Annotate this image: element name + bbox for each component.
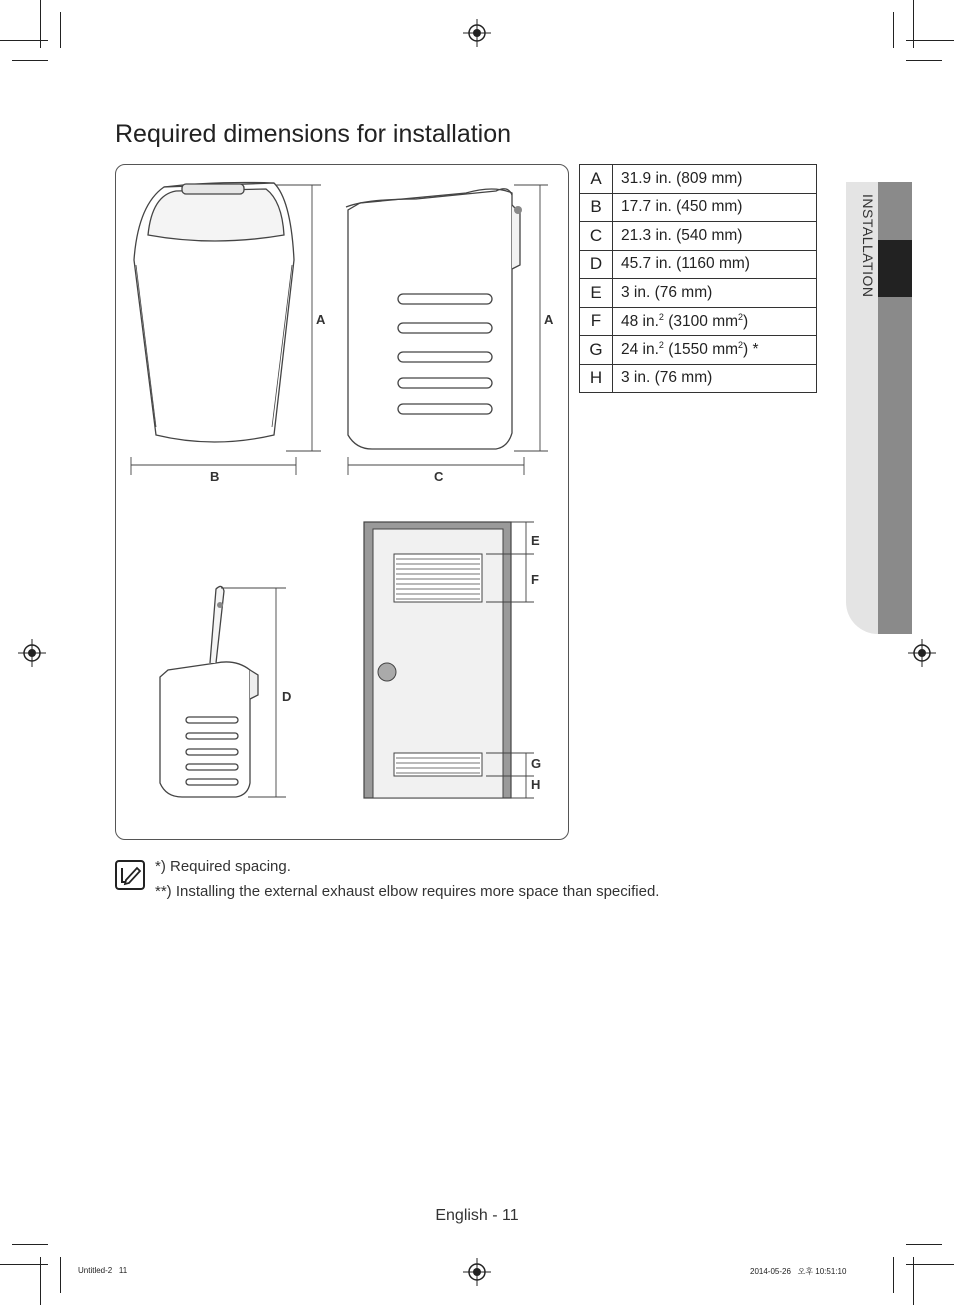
- registration-mark-icon: [908, 639, 936, 667]
- label-a-left: A: [316, 312, 326, 327]
- label-e: E: [531, 533, 540, 548]
- section-tab-label: INSTALLATION: [860, 194, 876, 298]
- section-tab-indicator: [878, 240, 912, 297]
- table-row: [580, 364, 817, 393]
- crop-mark: [60, 1257, 61, 1293]
- crop-mark: [906, 40, 954, 41]
- note-line-2: **) Installing the external exhaust elbow requires more space than specified.: [155, 883, 660, 900]
- dim-value: 21.3 in. (540 mm): [613, 222, 817, 251]
- dim-value-sup: 2: [658, 311, 664, 322]
- dim-value-part: 48 in.: [621, 312, 659, 330]
- print-info-left: Untitled-2 11: [78, 1266, 128, 1275]
- dim-key: E: [580, 279, 613, 308]
- dim-value-part: ) *: [743, 341, 759, 359]
- label-a-right: A: [544, 312, 554, 327]
- top-vent: [394, 554, 482, 602]
- dim-key: D: [580, 250, 613, 279]
- dryer-front-view: [134, 183, 294, 443]
- dim-value: [613, 336, 817, 365]
- dim-key: B: [580, 193, 613, 222]
- table-row: [580, 193, 817, 222]
- dim-value-part: (3100 mm: [663, 312, 739, 330]
- crop-mark: [893, 1257, 894, 1293]
- crop-mark: [0, 1264, 48, 1265]
- dim-key: H: [580, 364, 613, 393]
- dimensions-table: [579, 164, 817, 393]
- dimension-figure: [115, 164, 569, 840]
- table-row: [580, 222, 817, 251]
- dimension-drawing: [116, 165, 568, 839]
- registration-mark-icon: [463, 19, 491, 47]
- label-d: D: [282, 689, 292, 704]
- note-icon: [115, 860, 145, 890]
- dim-value: [613, 307, 817, 336]
- section-tab: [846, 182, 912, 634]
- print-info-right: 2014-05-26 오후 10:51:10: [750, 1267, 847, 1276]
- dim-value: 17.7 in. (450 mm): [613, 193, 817, 222]
- crop-mark: [906, 1264, 954, 1265]
- dim-value-sup: 2: [738, 340, 744, 351]
- crop-mark: [906, 1244, 942, 1245]
- page-footer: English - 11: [435, 1207, 519, 1224]
- dim-key: C: [580, 222, 613, 251]
- crop-mark: [60, 12, 61, 48]
- dim-key: F: [580, 307, 613, 336]
- dim-value-part: ): [743, 312, 749, 330]
- dim-value: 3 in. (76 mm): [613, 364, 817, 393]
- dryer-open-lid-view: [160, 586, 258, 797]
- table-row: [580, 307, 817, 336]
- table-row: [580, 250, 817, 279]
- label-c: C: [434, 469, 444, 484]
- crop-mark: [12, 1244, 48, 1245]
- dim-key: A: [580, 165, 613, 194]
- table-row: [580, 165, 817, 194]
- dim-value-part: 24 in.: [621, 341, 659, 359]
- dim-key: G: [580, 336, 613, 365]
- dim-value: 31.9 in. (809 mm): [613, 165, 817, 194]
- door-knob: [378, 663, 396, 681]
- bottom-vent: [394, 753, 482, 776]
- crop-mark: [893, 12, 894, 48]
- crop-mark: [0, 40, 48, 41]
- closet-door: [364, 522, 511, 798]
- dim-value-sup: 2: [738, 311, 744, 322]
- dim-value: 3 in. (76 mm): [613, 279, 817, 308]
- page-title: Required dimensions for installation: [115, 120, 512, 148]
- table-row: [580, 279, 817, 308]
- label-g: G: [531, 756, 542, 771]
- label-b: B: [210, 469, 220, 484]
- registration-mark-icon: [18, 639, 46, 667]
- label-f: F: [531, 572, 539, 587]
- registration-mark-icon: [463, 1258, 491, 1286]
- crop-mark: [12, 60, 48, 61]
- dryer-side-view: [346, 189, 522, 449]
- crop-mark: [906, 60, 942, 61]
- dim-value-sup: 2: [658, 340, 664, 351]
- dim-value: 45.7 in. (1160 mm): [613, 250, 817, 279]
- dim-value-part: (1550 mm: [663, 341, 739, 359]
- label-h: H: [531, 777, 541, 792]
- table-row: [580, 336, 817, 365]
- note-line-1: *) Required spacing.: [155, 858, 291, 875]
